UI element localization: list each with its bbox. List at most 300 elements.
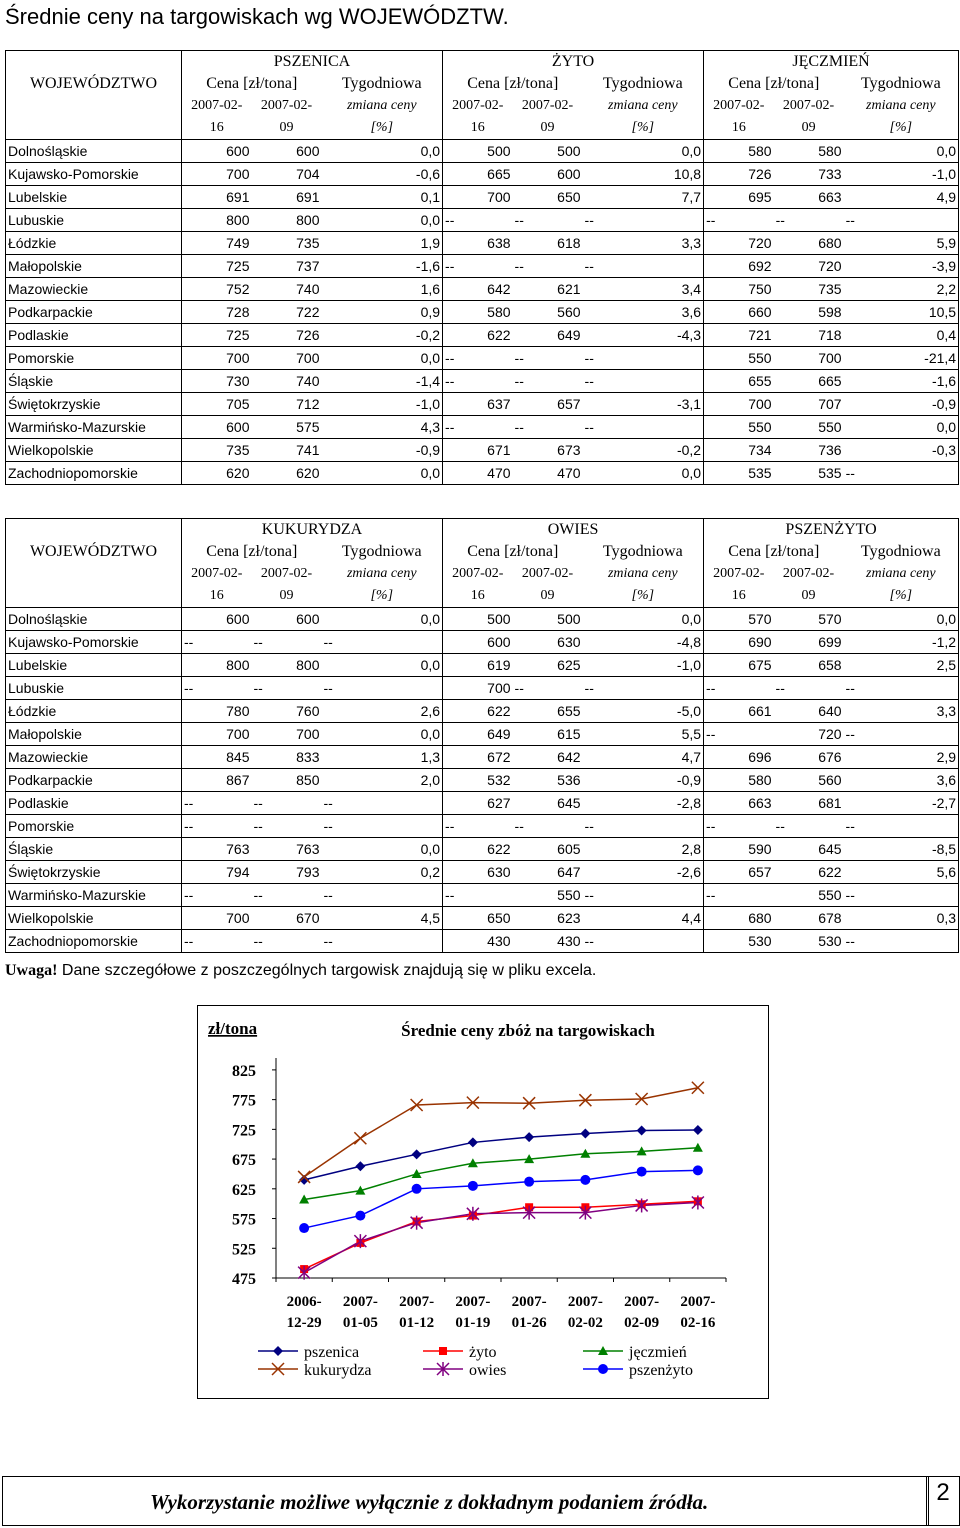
region-cell: Małopolskie: [6, 723, 182, 746]
region-cell: Lubuskie: [6, 209, 182, 232]
price-cell: 532: [487, 772, 511, 788]
price-cell: --: [445, 373, 455, 389]
change-cell: -5,0: [583, 700, 704, 723]
table-row: [6, 462, 959, 485]
y-tick-label: 475: [232, 1271, 256, 1288]
change-subheader: zmiana ceny: [322, 563, 443, 585]
change-header: Tygodniowa: [844, 541, 959, 563]
price-cell: 575: [296, 419, 320, 435]
change-cell: --: [322, 815, 443, 838]
note-label: Uwaga!: [5, 962, 58, 979]
change-cell: 1,3: [322, 746, 443, 769]
date-header: 16: [731, 120, 746, 135]
change-cell: --: [844, 209, 959, 232]
change-cell: -4,3: [583, 324, 704, 347]
change-cell: 0,1: [322, 186, 443, 209]
price-cell: --: [445, 419, 455, 435]
change-cell: --: [844, 462, 959, 485]
date-header: 2007-02-: [782, 566, 835, 581]
note-text: Dane szczegółowe z poszczególnych targowisk znajdują się w pliku excela.: [57, 962, 597, 979]
price-cell: --: [775, 818, 785, 834]
data-point: [693, 1165, 703, 1175]
change-cell: 2,8: [583, 838, 704, 861]
grain-prices-table-1: [5, 50, 959, 485]
region-cell: Warmińsko-Mazurskie: [6, 884, 182, 907]
y-tick-label: 675: [232, 1152, 256, 1170]
change-cell: 4,4: [583, 907, 704, 930]
grain-header: ŻYTO: [443, 51, 704, 74]
change-cell: 3,6: [583, 301, 704, 324]
table-row: [6, 723, 959, 746]
x-tick-label: 2006-: [286, 1294, 322, 1310]
region-cell: Śląskie: [6, 838, 182, 861]
price-cell: 570: [818, 611, 842, 627]
data-point: [468, 1137, 478, 1147]
price-cell: 470: [487, 465, 511, 481]
change-unit: [%]: [583, 585, 704, 608]
price-cell: --: [514, 212, 524, 228]
change-cell: 0,0: [322, 608, 443, 631]
date-header: 2007-02-: [782, 98, 835, 113]
change-cell: -0,9: [844, 393, 959, 416]
change-cell: -2,7: [844, 792, 959, 815]
price-cell: --: [445, 350, 455, 366]
date-header: 16: [731, 588, 746, 603]
price-cell: 560: [818, 772, 842, 788]
x-tick-label: 2007-: [342, 1294, 378, 1310]
change-cell: --: [322, 884, 443, 907]
price-header: Cena [zł/tona]: [206, 75, 298, 92]
price-cell: 736: [818, 442, 842, 458]
price-cell: 699: [818, 634, 842, 650]
price-cell: 750: [748, 281, 772, 297]
price-cell: 833: [296, 749, 320, 765]
price-cell: 678: [818, 910, 842, 926]
price-cell: --: [184, 680, 194, 696]
change-cell: -8,5: [844, 838, 959, 861]
x-tick-label: 2007-: [624, 1294, 660, 1310]
price-cell: 793: [296, 864, 320, 880]
grain-header: OWIES: [443, 519, 704, 542]
grain-prices-table-2: [5, 518, 959, 953]
price-cell: 642: [487, 281, 511, 297]
price-cell: --: [706, 680, 716, 696]
change-cell: -3,1: [583, 393, 704, 416]
region-cell: Świętokrzyskie: [6, 861, 182, 884]
price-cell: 725: [226, 327, 250, 343]
change-cell: 0,2: [322, 861, 443, 884]
change-cell: -0,2: [322, 324, 443, 347]
price-cell: 500: [557, 611, 581, 627]
price-cell: 800: [226, 657, 250, 673]
legend-marker: [598, 1364, 608, 1374]
change-header: Tygodniowa: [583, 73, 704, 95]
price-cell: 620: [226, 465, 250, 481]
legend-label: pszenżyto: [629, 1362, 693, 1379]
price-cell: 733: [818, 166, 842, 182]
change-cell: 4,5: [322, 907, 443, 930]
price-cell: 550: [748, 350, 772, 366]
change-unit: [%]: [322, 117, 443, 140]
change-unit: [%]: [844, 117, 959, 140]
change-subheader: zmiana ceny: [844, 95, 959, 117]
change-cell: 2,5: [844, 654, 959, 677]
price-cell: 749: [226, 235, 250, 251]
price-cell: 530: [818, 933, 842, 949]
price-cell: 850: [296, 772, 320, 788]
price-cell: --: [706, 887, 716, 903]
region-cell: Łódzkie: [6, 232, 182, 255]
price-cell: --: [514, 258, 524, 274]
price-cell: --: [445, 887, 455, 903]
change-subheader: zmiana ceny: [322, 95, 443, 117]
price-cell: 620: [296, 465, 320, 481]
price-cell: 704: [296, 166, 320, 182]
change-cell: 0,0: [322, 838, 443, 861]
change-subheader: zmiana ceny: [844, 563, 959, 585]
change-cell: 5,5: [583, 723, 704, 746]
price-cell: 692: [748, 258, 772, 274]
region-cell: Świętokrzyskie: [6, 393, 182, 416]
x-tick-label: 01-12: [399, 1315, 435, 1331]
price-cell: --: [514, 818, 524, 834]
change-cell: --: [844, 723, 959, 746]
change-cell: 0,0: [844, 416, 959, 439]
price-cell: 600: [226, 611, 250, 627]
price-cell: 705: [226, 396, 250, 412]
table-row: [6, 700, 959, 723]
y-tick-label: 575: [232, 1211, 256, 1229]
price-cell: 730: [226, 373, 250, 389]
price-cell: --: [706, 818, 716, 834]
change-unit: [%]: [583, 117, 704, 140]
price-cell: 630: [557, 634, 581, 650]
date-header: 09: [279, 120, 294, 135]
price-header: Cena [zł/tona]: [728, 75, 820, 92]
price-cell: 720: [818, 258, 842, 274]
change-cell: -1,6: [322, 255, 443, 278]
price-cell: 618: [557, 235, 581, 251]
change-cell: 10,5: [844, 301, 959, 324]
price-cell: 580: [487, 304, 511, 320]
price-cell: 800: [296, 212, 320, 228]
price-cell: 600: [557, 166, 581, 182]
price-cell: 615: [557, 726, 581, 742]
region-cell: Mazowieckie: [6, 746, 182, 769]
change-cell: -1,0: [322, 393, 443, 416]
change-header: Tygodniowa: [322, 541, 443, 563]
price-cell: 645: [818, 841, 842, 857]
date-header: 2007-02-: [260, 98, 313, 113]
change-cell: 1,6: [322, 278, 443, 301]
date-header: 09: [279, 588, 294, 603]
change-cell: -0,3: [844, 439, 959, 462]
region-cell: Kujawsko-Pomorskie: [6, 631, 182, 654]
grain-header: PSZENŻYTO: [704, 519, 959, 542]
data-point: [524, 1177, 534, 1187]
change-cell: 2,2: [844, 278, 959, 301]
price-cell: 670: [296, 910, 320, 926]
price-cell: 726: [296, 327, 320, 343]
price-cell: 735: [226, 442, 250, 458]
x-tick-label: 2007-: [511, 1294, 547, 1310]
price-cell: 622: [487, 703, 511, 719]
change-cell: 0,0: [322, 209, 443, 232]
table-row: [6, 209, 959, 232]
price-cell: 605: [557, 841, 581, 857]
date-header: 2007-02-: [452, 98, 504, 113]
x-tick-label: 12-29: [286, 1315, 322, 1331]
price-cell: 720: [818, 726, 842, 742]
date-header: 09: [801, 588, 816, 603]
price-cell: 570: [748, 611, 772, 627]
price-cell: 660: [748, 304, 772, 320]
date-header: 09: [801, 120, 816, 135]
region-header-spacer: [6, 519, 182, 542]
date-header: 2007-02-: [713, 566, 765, 581]
legend-label: żyto: [469, 1344, 497, 1361]
price-cell: 580: [748, 772, 772, 788]
region-cell: Zachodniopomorskie: [6, 930, 182, 953]
region-header-spacer: [6, 51, 182, 74]
table-row: [6, 347, 959, 370]
price-cell: 600: [487, 634, 511, 650]
data-point: [468, 1181, 478, 1191]
change-cell: 1,9: [322, 232, 443, 255]
price-cell: 712: [296, 396, 320, 412]
price-cell: 430: [557, 933, 581, 949]
change-cell: -1,6: [844, 370, 959, 393]
date-header: 16: [470, 588, 485, 603]
x-tick-label: 02-09: [624, 1315, 660, 1331]
date-header: 2007-02-: [260, 566, 313, 581]
price-header: Cena [zł/tona]: [467, 75, 559, 92]
price-cell: --: [775, 680, 785, 696]
x-tick-label: 01-19: [455, 1315, 491, 1331]
price-cell: 780: [226, 703, 250, 719]
table-row: [6, 654, 959, 677]
region-cell: Pomorskie: [6, 815, 182, 838]
region-cell: Mazowieckie: [6, 278, 182, 301]
data-point: [637, 1126, 647, 1136]
region-cell: Lubuskie: [6, 677, 182, 700]
change-cell: --: [322, 677, 443, 700]
price-cell: 675: [748, 657, 772, 673]
region-cell: Lubelskie: [6, 186, 182, 209]
legend-label: kukurydza: [304, 1362, 372, 1379]
price-cell: 622: [487, 841, 511, 857]
price-cell: --: [445, 212, 455, 228]
legend-label: jęczmień: [629, 1344, 687, 1361]
change-cell: --: [844, 677, 959, 700]
price-cell: 536: [557, 772, 581, 788]
grain-header: PSZENICA: [182, 51, 443, 74]
x-tick-label: 02-16: [680, 1315, 716, 1331]
change-cell: 5,6: [844, 861, 959, 884]
change-cell: 7,7: [583, 186, 704, 209]
table-row: [6, 861, 959, 884]
price-cell: 763: [296, 841, 320, 857]
change-cell: 0,0: [583, 462, 704, 485]
legend-marker: [439, 1347, 447, 1355]
price-cell: --: [775, 212, 785, 228]
price-cell: 500: [557, 143, 581, 159]
price-cell: 638: [487, 235, 511, 251]
price-cell: 655: [748, 373, 772, 389]
region-cell: Podlaskie: [6, 792, 182, 815]
region-cell: Podkarpackie: [6, 301, 182, 324]
price-cell: 665: [818, 373, 842, 389]
change-cell: 0,0: [322, 462, 443, 485]
price-cell: --: [253, 818, 263, 834]
price-cell: 657: [557, 396, 581, 412]
change-cell: 4,9: [844, 186, 959, 209]
price-cell: 657: [748, 864, 772, 880]
data-point: [693, 1125, 703, 1135]
price-cell: 763: [226, 841, 250, 857]
price-cell: 671: [487, 442, 511, 458]
x-tick-label: 01-05: [342, 1315, 378, 1331]
legend-label: pszenica: [304, 1344, 360, 1361]
region-cell: Małopolskie: [6, 255, 182, 278]
change-cell: --: [322, 930, 443, 953]
change-cell: -2,6: [583, 861, 704, 884]
table-row: [6, 792, 959, 815]
change-cell: 0,0: [322, 723, 443, 746]
change-cell: -0,6: [322, 163, 443, 186]
y-axis-label: zł/tona: [208, 1019, 258, 1038]
price-cell: 740: [296, 373, 320, 389]
x-tick-label: 2007-: [455, 1294, 491, 1310]
price-cell: 700: [296, 726, 320, 742]
price-line-chart: [198, 1006, 768, 1398]
price-cell: 867: [226, 772, 250, 788]
table-row: [6, 186, 959, 209]
price-cell: --: [184, 933, 194, 949]
region-cell: Podkarpackie: [6, 769, 182, 792]
grain-header: KUKURYDZA: [182, 519, 443, 542]
change-cell: -4,8: [583, 631, 704, 654]
price-cell: 700: [296, 350, 320, 366]
price-cell: 800: [226, 212, 250, 228]
price-cell: --: [514, 350, 524, 366]
price-cell: 500: [487, 611, 511, 627]
y-tick-label: 725: [232, 1122, 256, 1140]
table-row: [6, 140, 959, 163]
change-cell: 3,3: [844, 700, 959, 723]
change-cell: 0,9: [322, 301, 443, 324]
price-cell: 647: [557, 864, 581, 880]
price-cell: --: [184, 887, 194, 903]
data-point: [412, 1184, 422, 1194]
change-cell: 0,0: [844, 140, 959, 163]
price-cell: 734: [748, 442, 772, 458]
price-cell: 627: [487, 795, 511, 811]
price-cell: 700: [226, 350, 250, 366]
price-cell: 430: [487, 933, 511, 949]
price-cell: 640: [818, 703, 842, 719]
price-cell: 560: [557, 304, 581, 320]
change-cell: 3,4: [583, 278, 704, 301]
table-row: [6, 815, 959, 838]
change-cell: --: [583, 347, 704, 370]
price-cell: 676: [818, 749, 842, 765]
change-cell: -0,9: [322, 439, 443, 462]
change-cell: -2,8: [583, 792, 704, 815]
change-cell: 0,0: [322, 654, 443, 677]
price-header: Cena [zł/tona]: [467, 543, 559, 560]
table-row: [6, 393, 959, 416]
change-subheader: zmiana ceny: [583, 563, 704, 585]
region-cell: Dolnośląskie: [6, 608, 182, 631]
change-cell: 2,0: [322, 769, 443, 792]
price-cell: 630: [487, 864, 511, 880]
price-cell: 741: [296, 442, 320, 458]
table-row: [6, 884, 959, 907]
change-cell: -0,2: [583, 439, 704, 462]
change-subheader: zmiana ceny: [583, 95, 704, 117]
price-cell: 700: [226, 166, 250, 182]
price-cell: --: [706, 212, 716, 228]
price-cell: 598: [818, 304, 842, 320]
change-cell: 2,9: [844, 746, 959, 769]
table-row: [6, 930, 959, 953]
change-cell: 0,0: [844, 608, 959, 631]
change-header: Tygodniowa: [583, 541, 704, 563]
data-point: [524, 1132, 534, 1142]
price-cell: 650: [487, 910, 511, 926]
table-row: [6, 163, 959, 186]
change-cell: --: [583, 370, 704, 393]
price-cell: 700: [226, 910, 250, 926]
region-cell: Podlaskie: [6, 324, 182, 347]
chart-title: Średnie ceny zbóż na targowiskach: [401, 1021, 655, 1040]
change-cell: 0,4: [844, 324, 959, 347]
table-row: [6, 907, 959, 930]
price-cell: 642: [557, 749, 581, 765]
change-header: Tygodniowa: [844, 73, 959, 95]
change-cell: 3,6: [844, 769, 959, 792]
x-tick-label: 2007-: [680, 1294, 716, 1310]
price-cell: 800: [296, 657, 320, 673]
chart-frame: [197, 1005, 769, 1399]
x-tick-label: 2007-: [399, 1294, 435, 1310]
price-cell: 623: [557, 910, 581, 926]
change-header: Tygodniowa: [322, 73, 443, 95]
price-cell: 740: [296, 281, 320, 297]
date-header: 2007-02-: [713, 98, 765, 113]
price-cell: 470: [557, 465, 581, 481]
price-cell: --: [253, 634, 263, 650]
price-cell: 535: [818, 465, 842, 481]
region-cell: Śląskie: [6, 370, 182, 393]
region-header: WOJEWÓDZTWO: [6, 541, 182, 563]
change-cell: -1,2: [844, 631, 959, 654]
table-row: [6, 677, 959, 700]
price-cell: 725: [226, 258, 250, 274]
change-cell: -0,9: [583, 769, 704, 792]
table-row: [6, 278, 959, 301]
change-cell: --: [844, 815, 959, 838]
price-cell: 707: [818, 396, 842, 412]
y-tick-label: 525: [232, 1241, 256, 1259]
x-tick-label: 02-02: [567, 1315, 603, 1331]
change-cell: --: [583, 209, 704, 232]
price-cell: 665: [487, 166, 511, 182]
table-row: [6, 324, 959, 347]
price-cell: 718: [818, 327, 842, 343]
price-cell: 550: [748, 419, 772, 435]
